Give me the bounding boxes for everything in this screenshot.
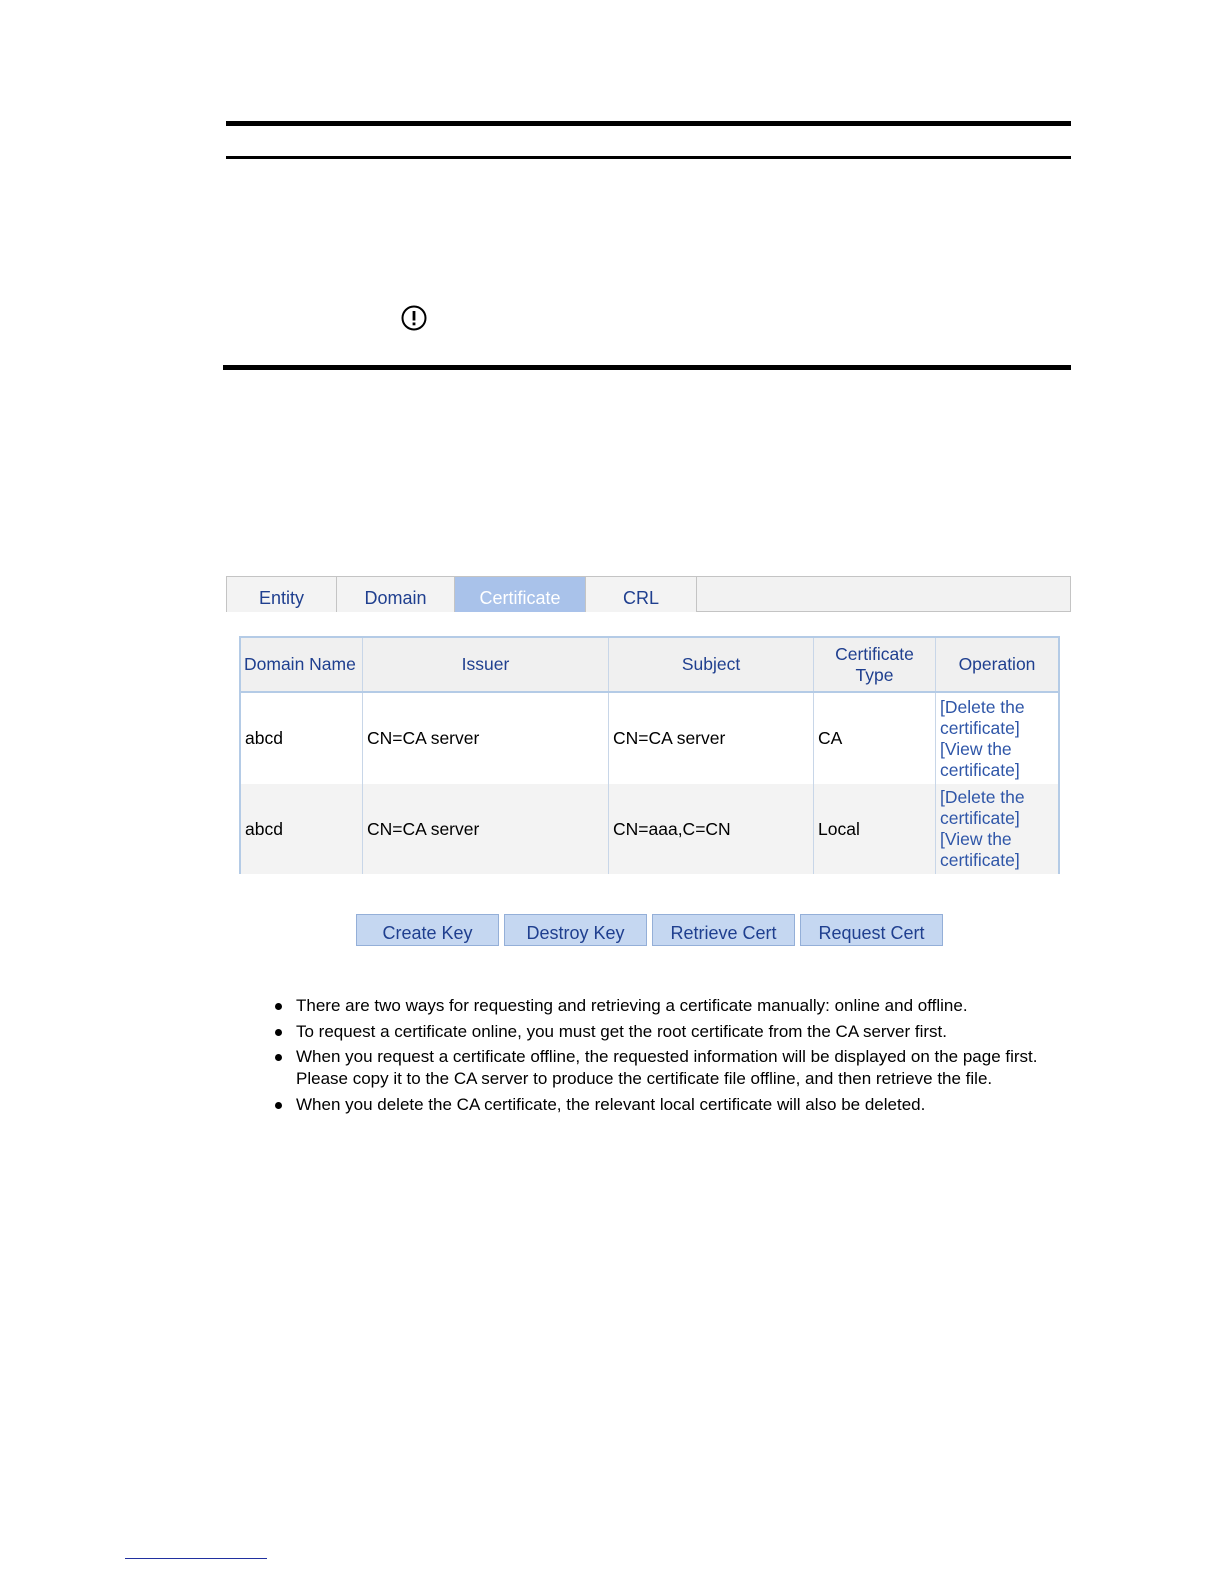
note-text: There are two ways for requesting and retrieving a certificate manually: online and offline. xyxy=(296,996,968,1015)
cell-subject: CN=aaa,C=CN xyxy=(609,784,814,874)
view-link-line1[interactable]: [View the xyxy=(940,738,1012,759)
header-divider-rule xyxy=(226,156,1071,159)
bullet-icon xyxy=(275,1102,282,1109)
cell-issuer: CN=CA server xyxy=(363,693,609,784)
list-item xyxy=(272,1094,1072,1116)
caution-icon xyxy=(401,305,427,331)
cell-operation xyxy=(936,784,1058,874)
delete-certificate-link[interactable] xyxy=(940,697,1025,739)
notes-list xyxy=(272,995,1072,1119)
table-row xyxy=(241,784,1058,874)
view-link-line1[interactable]: [View the xyxy=(940,829,1012,849)
tab-domain[interactable]: Domain xyxy=(337,577,455,612)
create-key-button[interactable]: Create Key xyxy=(356,914,499,946)
cell-subject: CN=CA server xyxy=(609,693,814,784)
retrieve-cert-button[interactable]: Retrieve Cert xyxy=(652,914,795,946)
delete-link-line2[interactable]: certificate] xyxy=(940,717,1020,738)
tab-certificate[interactable]: Certificate xyxy=(455,577,586,612)
delete-certificate-link[interactable] xyxy=(940,787,1025,829)
header-certificate-type-line2: Type xyxy=(855,664,894,685)
tab-crl[interactable]: CRL xyxy=(586,577,697,612)
table-row xyxy=(241,693,1058,784)
note-text: To request a certificate online, you must get the root certificate from the CA server first. xyxy=(296,1021,948,1041)
header-certificate-type xyxy=(814,638,936,691)
bullet-icon xyxy=(275,1054,282,1061)
destroy-key-button[interactable]: Destroy Key xyxy=(504,914,647,946)
request-cert-button[interactable]: Request Cert xyxy=(800,914,943,946)
cell-issuer: CN=CA server xyxy=(363,784,609,874)
table-header-row xyxy=(241,638,1058,693)
view-link-line2[interactable]: certificate] xyxy=(940,759,1020,780)
note-text: When you delete the CA certificate, the relevant local certificate will also be deleted. xyxy=(296,1094,926,1114)
list-item xyxy=(272,995,1072,1017)
cell-domain-name: abcd xyxy=(241,784,363,874)
cell-operation xyxy=(936,693,1058,784)
bullet-icon xyxy=(275,1029,282,1036)
delete-link-line2[interactable]: certificate] xyxy=(940,808,1020,828)
header-subject: Subject xyxy=(609,638,814,691)
cell-certificate-type: CA xyxy=(814,693,936,784)
view-certificate-link[interactable] xyxy=(940,739,1020,781)
cell-certificate-type: Local xyxy=(814,784,936,874)
list-item xyxy=(272,1021,1072,1043)
list-item xyxy=(272,1046,1072,1090)
bottom-rule xyxy=(223,365,1071,370)
delete-link-line1[interactable]: [Delete the xyxy=(940,787,1025,807)
certificate-table xyxy=(239,636,1060,874)
delete-link-line1[interactable]: [Delete the xyxy=(940,696,1025,717)
bullet-icon xyxy=(275,1003,282,1010)
top-rule xyxy=(226,121,1071,126)
tab-bar xyxy=(226,576,1071,612)
footnote-separator xyxy=(125,1558,267,1559)
cell-domain-name: abcd xyxy=(241,693,363,784)
header-domain-name: Domain Name xyxy=(241,638,363,691)
header-issuer: Issuer xyxy=(363,638,609,691)
header-certificate-type-line1: Certificate xyxy=(835,643,914,664)
tab-entity[interactable]: Entity xyxy=(227,577,337,612)
view-certificate-link[interactable] xyxy=(940,829,1020,871)
note-text: When you request a certificate offline, the requested information will be displayed on the page first. Please copy it to the CA server to produce the certificate file offline, and then retrieve the file. xyxy=(296,1047,1038,1088)
view-link-line2[interactable]: certificate] xyxy=(940,850,1020,870)
header-operation: Operation xyxy=(958,654,1036,674)
